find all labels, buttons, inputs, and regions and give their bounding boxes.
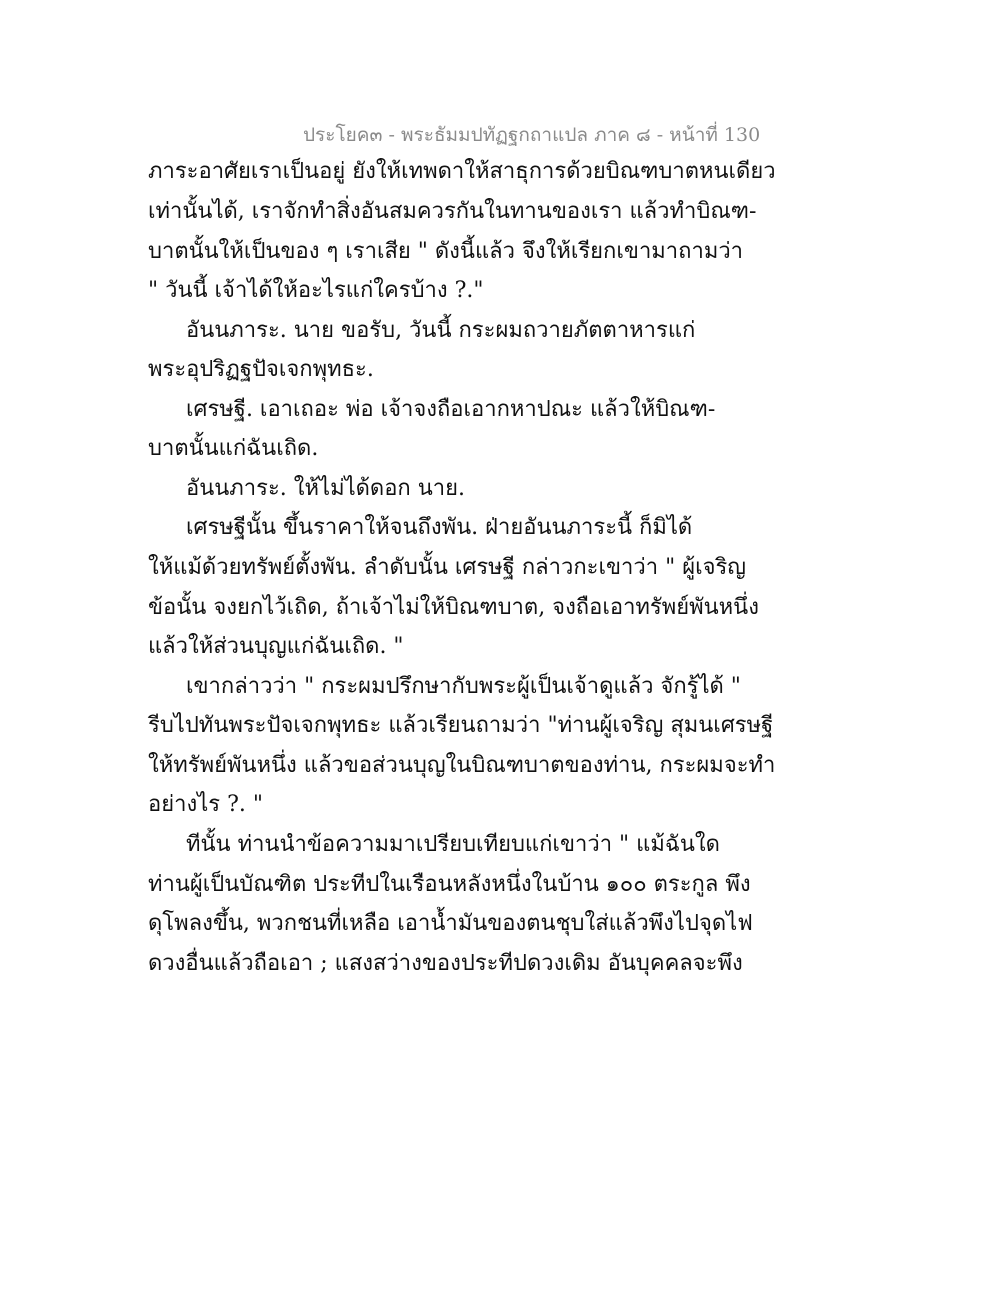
text-line-16: ให้ทรัพย์พันหนึ่ง แล้วขอส่วนบุญในบิณฑบาตของท่าน, กระผมจะทำ xyxy=(148,753,776,778)
text-line-6: พระอุปริฏฐปัจเจกพุทธะ. xyxy=(148,357,374,382)
text-line-14: เขากล่าวว่า " กระผมปรึกษากับพระผู้เป็นเจ้าดูแล้ว จักรู้ได้ " xyxy=(186,674,741,699)
text-line-8: บาตนั้นแก่ฉันเถิด. xyxy=(148,436,319,461)
text-line-15: รีบไปทันพระปัจเจกพุทธะ แล้วเรียนถามว่า "ท่านผู้เจริญ สุมนเศรษฐี xyxy=(148,713,774,738)
text-line-9: อันนภาระ. ให้ไม่ได้ดอก นาย. xyxy=(186,476,466,501)
text-line-17: อย่างไร ?. " xyxy=(148,792,263,817)
text-line-5: อันนภาระ. นาย ขอรับ, วันนี้ กระผมถวายภัตตาหารแก่ xyxy=(186,318,696,343)
text-line-21: ดวงอื่นแล้วถือเอา ; แสงสว่างของประทีปดวงเดิม อันบุคคลจะพึง xyxy=(148,951,743,976)
text-line-19: ท่านผู้เป็นบัณฑิต ประทีปในเรือนหลังหนึ่งในบ้าน ๑๐๐ ตระกูล พึง xyxy=(148,872,751,897)
running-header: ประโยค๓ - พระธัมมปทัฏฐกถาแปล ภาค ๘ - หน้าที่ 130 xyxy=(303,124,761,146)
text-line-4: " วันนี้ เจ้าได้ให้อะไรแก่ใครบ้าง ?." xyxy=(148,278,484,303)
text-line-12: ข้อนั้น จงยกไว้เถิด, ถ้าเจ้าไม่ให้บิณฑบาต, จงถือเอาทรัพย์พันหนึ่ง xyxy=(148,595,759,620)
text-line-2: เท่านั้นได้, เราจักทำสิ่งอันสมควรกันในทานของเรา แล้วทำบิณฑ- xyxy=(148,199,757,224)
text-line-20: ดุโพลงขึ้น, พวกชนที่เหลือ เอาน้ำมันของตนชุบใส่แล้วพึงไปจุดไฟ xyxy=(148,911,753,936)
text-line-3: บาตนั้นให้เป็นของ ๆ เราเสีย " ดังนี้แล้ว จึงให้เรียกเขามาถามว่า xyxy=(148,239,744,264)
text-line-18: ทีนั้น ท่านนำข้อความมาเปรียบเทียบแก่เขาว่า " แม้ฉันใด xyxy=(186,832,720,857)
text-line-1: ภาระอาศัยเราเป็นอยู่ ยังให้เทพดาให้สาธุการด้วยบิณฑบาตหนเดียว xyxy=(148,159,776,184)
text-line-11: ให้แม้ด้วยทรัพย์ตั้งพัน. ลำดับนั้น เศรษฐี กล่าวกะเขาว่า " ผู้เจริญ xyxy=(148,555,747,580)
text-line-10: เศรษฐีนั้น ขึ้นราคาให้จนถึงพัน. ฝ่ายอันนภาระนี้ ก็มิได้ xyxy=(186,515,693,540)
text-line-7: เศรษฐี. เอาเถอะ พ่อ เจ้าจงถือเอากหาปณะ แล้วให้บิณฑ- xyxy=(186,397,716,422)
text-line-13: แล้วให้ส่วนบุญแก่ฉันเถิด. " xyxy=(148,634,404,659)
